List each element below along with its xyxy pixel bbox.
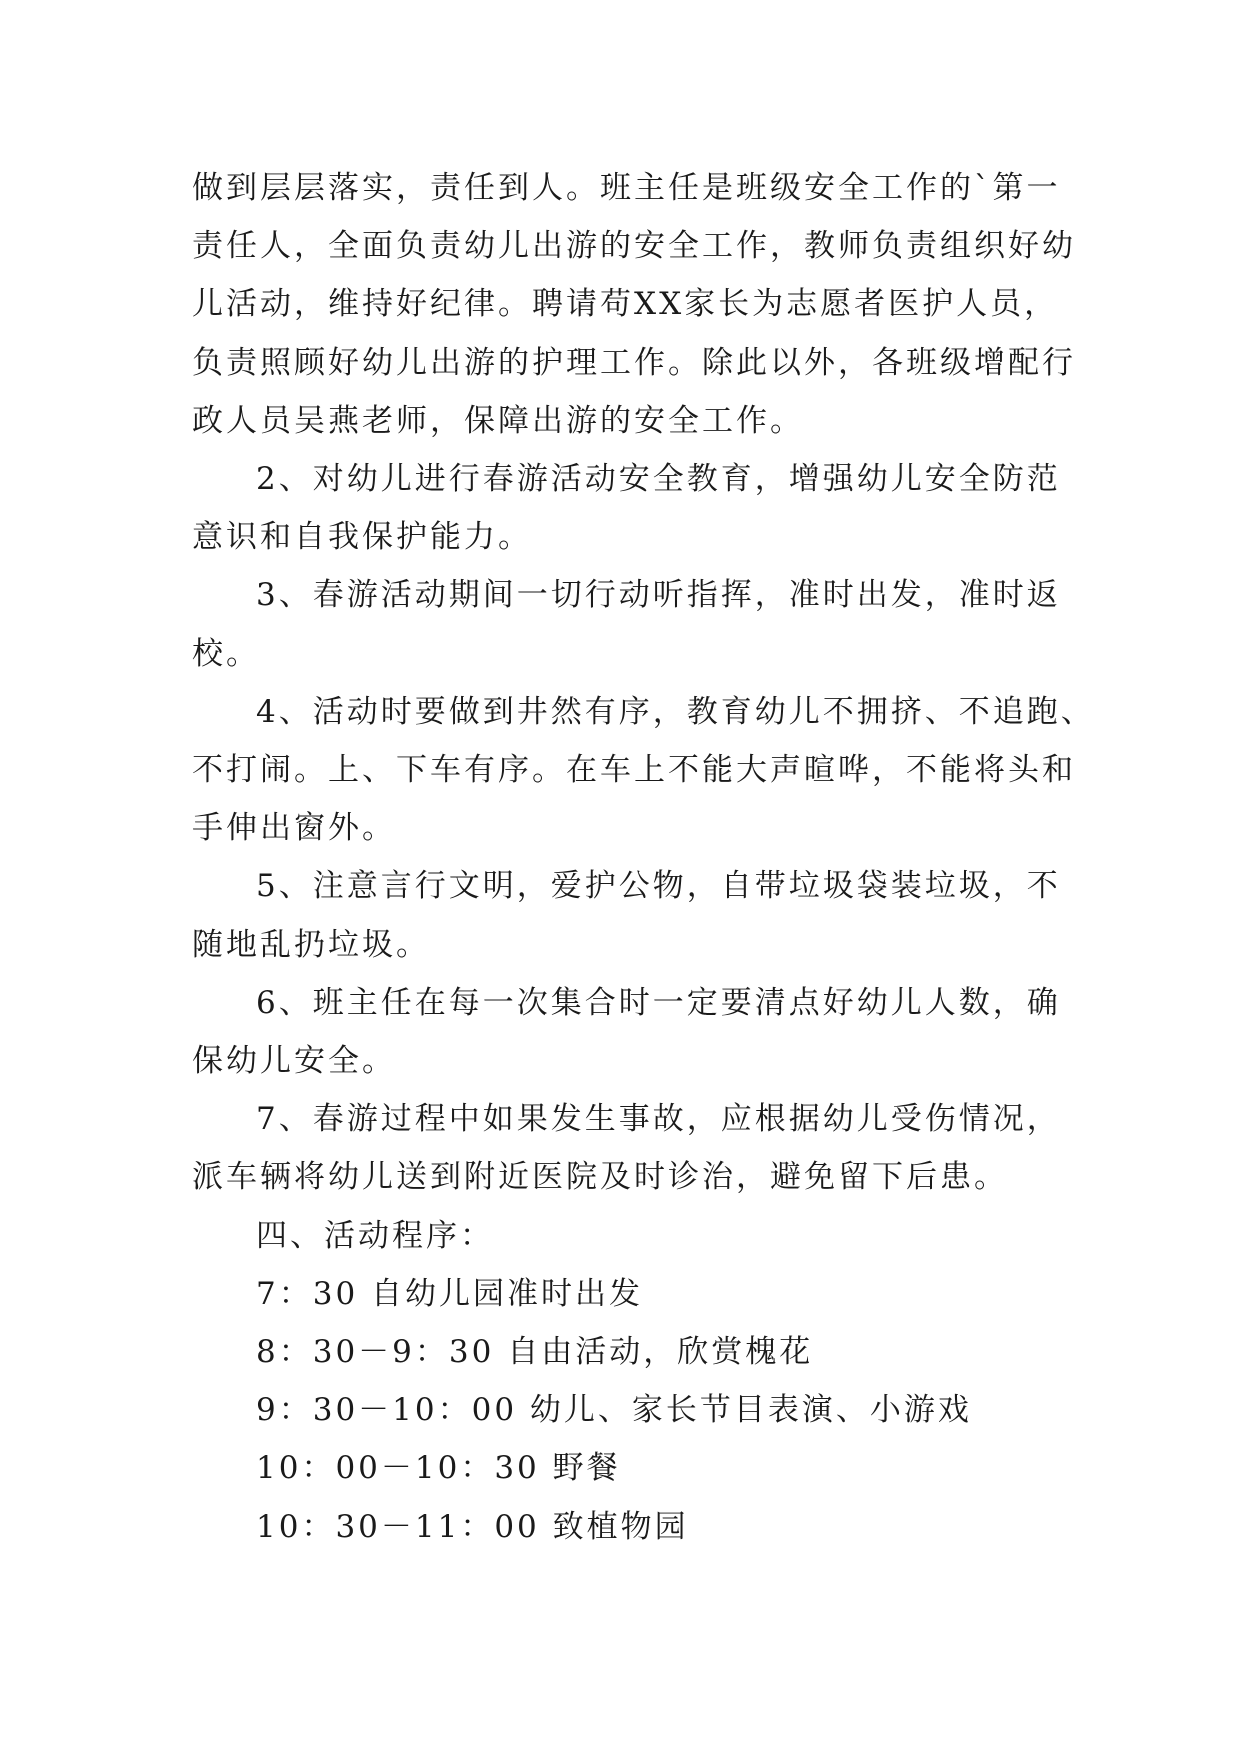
text-line: 手伸出窗外。 — [192, 810, 396, 847]
paragraph-responsibility — [192, 159, 1076, 450]
text-line: 2、对幼儿进行春游活动安全教育，增强幼儿安全防范 — [256, 461, 1061, 498]
text-line: 责任人，全面负责幼儿出游的安全工作，教师负责组织好幼 — [192, 228, 1076, 265]
text-line: 随地乱扔垃圾。 — [192, 926, 430, 963]
text-line: 不打闹。上、下车有序。在车上不能大声暄哗，不能将头和 — [192, 752, 1076, 789]
paragraph-item-5 — [192, 857, 1072, 973]
text-line: 负责照顾好幼儿出游的护理工作。除此以外，各班级增配行 — [192, 344, 1076, 381]
paragraph-item-6 — [192, 974, 1072, 1090]
paragraph-item-2 — [192, 450, 1072, 566]
section-heading: 四、活动程序： — [256, 1217, 494, 1254]
text-line: 派车辆将幼儿送到附近医院及时诊治，避免留下后患。 — [192, 1159, 1008, 1196]
schedule-item: 9：30－10：00 幼儿、家长节目表演、小游戏 — [256, 1392, 972, 1429]
text-line: 4、活动时要做到井然有序，教育幼儿不拥挤、不追跑、 — [256, 693, 1095, 730]
text-line: 6、班主任在每一次集合时一定要清点好幼儿人数，确 — [256, 984, 1061, 1021]
document-body — [192, 159, 1095, 1556]
schedule-item: 8：30－9：30 自由活动，欣赏槐花 — [256, 1334, 814, 1371]
text-line: 7、春游过程中如果发生事故，应根据幼儿受伤情况， — [256, 1101, 1061, 1138]
schedule-item: 10：30－11：00 致植物园 — [256, 1508, 689, 1545]
paragraph-item-7 — [192, 1090, 1072, 1206]
text-line: 政人员吴燕老师，保障出游的安全工作。 — [192, 402, 804, 439]
schedule-item: 7：30 自幼儿园准时出发 — [256, 1275, 644, 1312]
text-line: 3、春游活动期间一切行动听指挥，准时出发，准时返 — [256, 577, 1061, 614]
text-line: 儿活动，维持好纪律。聘请苟XX家长为志愿者医护人员， — [192, 286, 1059, 323]
text-line: 5、注意言行文明，爱护公物，自带垃圾袋装垃圾，不 — [256, 868, 1061, 905]
text-line: 做到层层落实，责任到人。班主任是班级安全工作的`第一 — [192, 170, 1061, 206]
text-line: 保幼儿安全。 — [192, 1043, 396, 1080]
paragraph-item-3 — [192, 566, 1072, 682]
schedule-item: 10：00－10：30 野餐 — [256, 1450, 621, 1487]
paragraph-item-4 — [192, 683, 1095, 858]
text-line: 意识和自我保护能力。 — [192, 519, 532, 556]
schedule-section — [192, 1207, 1072, 1556]
text-line: 校。 — [192, 635, 260, 672]
